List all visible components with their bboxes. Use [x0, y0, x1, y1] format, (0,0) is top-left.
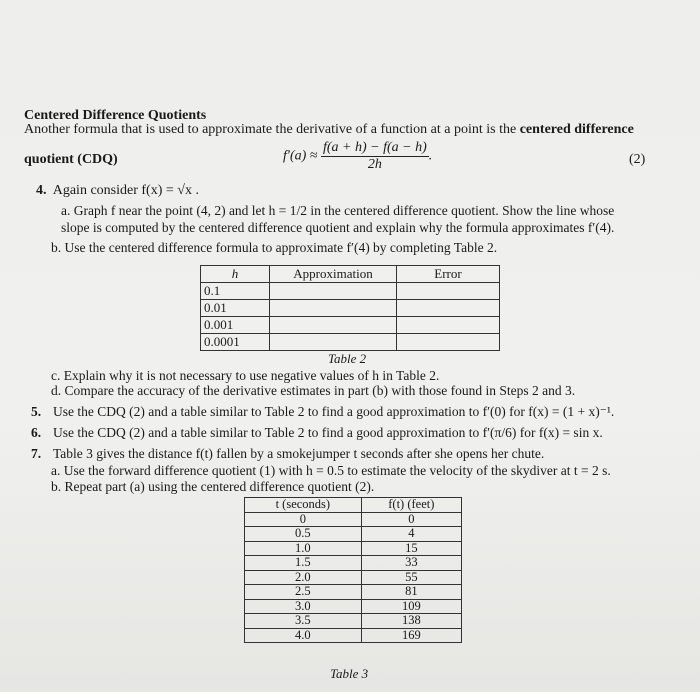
- table-row: [245, 614, 462, 629]
- table3-cell-ft: 0: [361, 512, 461, 527]
- table3-cell-t: 3.5: [245, 614, 362, 629]
- table3-cell-t: 3.0: [245, 599, 362, 614]
- table-row: [245, 570, 462, 585]
- question-7: [31, 446, 544, 462]
- q4a-line1: a. Graph f near the point (4, 2) and let h = 1/2 in the centered difference quotient. Show the line whose: [61, 203, 615, 218]
- table-2: [200, 265, 500, 351]
- formula-number: (2): [629, 152, 646, 167]
- table2-cell-error[interactable]: [397, 283, 500, 300]
- table3-cell-ft: 169: [361, 628, 461, 643]
- table3-cell-ft: 4: [361, 527, 461, 542]
- table-3: [244, 497, 462, 643]
- table2-cell-h: 0.0001: [201, 334, 270, 351]
- q7-text: Table 3 gives the distance f(t) fallen by a smokejumper t seconds after she opens her chute.: [53, 446, 545, 461]
- table-row: [201, 300, 500, 317]
- table3-cell-ft: 138: [361, 614, 461, 629]
- table-row: [245, 527, 462, 542]
- table2-cell-error[interactable]: [397, 334, 500, 351]
- table2-cell-error[interactable]: [397, 317, 500, 334]
- q7-number: 7.: [31, 446, 42, 461]
- table3-cell-t: 1.5: [245, 556, 362, 571]
- formula-numerator: f(a + h) − f(a − h): [322, 140, 427, 155]
- q4b-text: b. Use the centered difference formula to approximate f′(4) by completing Table 2.: [51, 240, 498, 255]
- q4-number: 4.: [36, 183, 47, 198]
- question-5: [31, 404, 614, 420]
- q7a-text: a. Use the forward difference quotient (1) with h = 0.5 to estimate the velocity of the skydiver at t = 2 s.: [51, 463, 611, 478]
- formula-denominator: 2h: [367, 157, 382, 172]
- section-title: Centered Difference Quotients: [24, 108, 207, 123]
- table3-cell-ft: 15: [361, 541, 461, 556]
- table2-header-error: Error: [397, 266, 500, 283]
- table3-cell-t: 1.0: [245, 541, 362, 556]
- table3-cell-ft: 33: [361, 556, 461, 571]
- table2-cell-approx[interactable]: [270, 300, 397, 317]
- q5-number: 5.: [31, 404, 42, 419]
- table-row: [245, 628, 462, 643]
- table3-cell-t: 0: [245, 512, 362, 527]
- q6-text: Use the CDQ (2) and a table similar to Table 2 to find a good approximation to f′(π/6) for f(x) = sin x.: [53, 425, 603, 440]
- table3-cell-ft: 81: [361, 585, 461, 600]
- intro-paragraph: [24, 122, 634, 138]
- table2-cell-h: 0.001: [201, 317, 270, 334]
- q4d-text: d. Compare the accuracy of the derivative estimates in part (b) with those found in Steps 2 and 3.: [51, 383, 576, 398]
- q4a-line2: slope is computed by the centered difference quotient and explain why the formula approximates f′(4).: [61, 220, 615, 235]
- table-row: [201, 334, 500, 351]
- formula-lhs: f′(a) ≈: [283, 148, 318, 164]
- table2-cell-error[interactable]: [397, 300, 500, 317]
- table3-header-row: [245, 498, 462, 513]
- formula-fraction: [321, 140, 429, 173]
- table-row: [245, 556, 462, 571]
- cdq-formula: f′(a) ≈ $\frac{f(a + h) - f(a - h)}{2h}$ .: [283, 140, 433, 172]
- table3-cell-t: 2.5: [245, 585, 362, 600]
- question-6: [31, 425, 603, 441]
- table2-cell-approx[interactable]: [270, 283, 397, 300]
- cdq-label: quotient (CDQ): [24, 152, 118, 167]
- q6-number: 6.: [31, 425, 42, 440]
- table3-header-t: t (seconds): [245, 498, 362, 513]
- table2-header-h: h: [201, 266, 270, 283]
- table-row: [245, 512, 462, 527]
- table2-header-approximation: Approximation: [270, 266, 397, 283]
- table-row: [201, 283, 500, 300]
- table3-cell-ft: 55: [361, 570, 461, 585]
- q7b-text: b. Repeat part (a) using the centered difference quotient (2).: [51, 479, 375, 494]
- table-row: [245, 585, 462, 600]
- table2-caption: Table 2: [328, 351, 367, 366]
- table3-cell-t: 0.5: [245, 527, 362, 542]
- intro-bold-term: centered difference: [519, 122, 634, 137]
- q4c-text: c. Explain why it is not necessary to use negative values of h in Table 2.: [51, 368, 440, 383]
- table3-body: [245, 512, 462, 643]
- table-row: [245, 599, 462, 614]
- table2-header-row: [201, 266, 500, 283]
- table3-cell-ft: 109: [361, 599, 461, 614]
- table3-cell-t: 2.0: [245, 570, 362, 585]
- table3-caption: Table 3: [330, 666, 369, 681]
- question-4: [36, 183, 199, 199]
- table2-cell-approx[interactable]: [270, 334, 397, 351]
- table2-cell-h: 0.01: [201, 300, 270, 317]
- table2-cell-approx[interactable]: [270, 317, 397, 334]
- q5-text: Use the CDQ (2) and a table similar to Table 2 to find a good approximation to f′(0) for f(x) = (1 + x)⁻¹.: [53, 404, 615, 419]
- q4-text: Again consider f(x) = √x .: [52, 183, 199, 198]
- table3-cell-t: 4.0: [245, 628, 362, 643]
- intro-text: Another formula that is used to approximate the derivative of a function at a point is the: [24, 122, 517, 137]
- table3-header-ft: f(t) (feet): [361, 498, 461, 513]
- table-row: [201, 317, 500, 334]
- table2-cell-h: 0.1: [201, 283, 270, 300]
- table-row: [245, 541, 462, 556]
